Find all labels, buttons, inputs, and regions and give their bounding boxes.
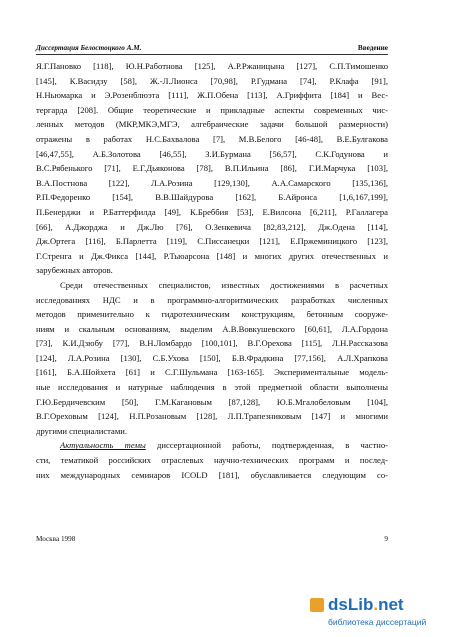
text-line: Г.Стренга и Дж.Фикса [144], Р.Тьюарсона [148] и многих других отечественных и [36, 250, 388, 261]
book-icon [310, 598, 324, 612]
text-line: Г.Ю.Бердичевским [50], Г.М.Кагановым [87,128], Ю.Б.Мгалобеловым [104], [36, 396, 388, 407]
text-line: Н.Ньюмарка и Э.Розенблюэта [111], Ж.П.Обена [113], А.Гриффита [184] и Вес- [36, 90, 388, 101]
text-line: ниям и скальным основаниям, выделим А.В.Вовкушевского [60,61], Л.А.Гордона [36, 323, 388, 334]
text-line: Среди отечественных специалистов, известных достижениями в расчетных [60, 279, 388, 290]
text-line: исследованиях НДС и в программно-алгоритмических разработках численных [36, 294, 388, 305]
text-line: них международных семинаров ICOLD [181], обуславливается следующим со- [36, 469, 388, 480]
body-text [36, 59, 388, 482]
page-footer [36, 535, 388, 543]
text-line: П.Бенерджи и Р.Баттерфилда [49], К.Бреббия [53], Е.Вилсона [6,211], Р.Галлагера [36, 206, 388, 217]
text-line: Я.Г.Пановко [118], Ю.Н.Работнова [125], А.Р.Ржаницына [127], С.П.Тимошенко [36, 61, 388, 71]
text-line: методов применительно к гидротехническим конструкциям, бетонным сооруже- [36, 309, 388, 320]
text-line: [66], А.Джорджа и Дж.Лю [76], О.Зенкевича [82,83,212], Дж.Одена [114], [36, 221, 388, 232]
text-line: [124], Л.А.Розина [130], С.Б.Ухова [150], Б.В.Фрадкина [77,156], А.Л.Храпкова [36, 352, 388, 363]
text-line: Дж.Ортега [116], Б.Парлетта [119], С.Писсанецки [121], Е.Пржеминицкого [123], [36, 236, 388, 247]
text-line: тергарда [208]. Общие теоретические и прикладные аспекты современных чис- [36, 104, 388, 115]
text-line: В.С.Рябенького [71], Е.Г.Дьяконова [78], В.П.Ильина [86], Г.И.Марчука [103], [36, 163, 388, 174]
text-line: В.А.Постнова [122], Л.А.Розина [129,130], А.А.Самарского [135,136], [36, 177, 388, 188]
page-number: 9 [384, 535, 388, 543]
watermark-logo[interactable] [310, 595, 440, 631]
text-line: ленных методов (МКР,МКЭ,МГЭ, алгебраические задачи большой размерности) [36, 119, 388, 130]
text-line: Актуальность темы диссертационной работы, подтвержденная, в частно- [60, 440, 388, 451]
text-line: [46,47,55], А.Б.Золотова [46,55], З.И.Бурмана [56,57], С.К.Годунова и [36, 148, 388, 159]
text-line: Р.П.Федоренко [154], В.В.Шайдурова [162], Б.Айронса [1,6,167,199], [36, 192, 388, 203]
text-line: другими специалистами. [36, 425, 128, 436]
header-author: Диссертация Белостоцкого А.М. [36, 44, 142, 52]
text-line: ные исследования и натурные наблюдения в этой предметной области выполнены [36, 382, 388, 393]
footer-place-year: Москва 1998 [36, 535, 76, 543]
text-line: сти, тематикой российских отраслевых научно-технических программ и послед- [36, 455, 388, 466]
text-line: отражены в работах Н.С.Бахвалова [7], М.В.Белого [46-48], В.Е.Булгакова [36, 133, 388, 144]
text-line: [161], Б.А.Шойхета [61] и С.Г.Шульмана [163-165]. Экспериментальные модель- [36, 367, 388, 378]
text-line: [73], К.И.Дзюбу [77], В.Н.Ломбардо [100,101], В.Г.Орехова [115], Л.Н.Рассказова [36, 338, 388, 349]
header-section: Введение [357, 44, 388, 52]
text-line: зарубежных авторов. [36, 265, 113, 276]
header-rule [36, 54, 388, 55]
text-line: В.Г.Ореховым [124], Н.П.Розановым [128], Л.П.Трапезниковым [147] и многими [36, 411, 388, 422]
page-header [36, 44, 388, 52]
text-line: [145], К.Васидзу [58], Ж.-Л.Лионса [70,98], Р.Гудмана [74], Р.Клафа [91], [36, 75, 388, 86]
watermark-tagline: библиотека диссертаций [328, 617, 427, 627]
watermark-brand: dsLib.net [328, 595, 404, 614]
